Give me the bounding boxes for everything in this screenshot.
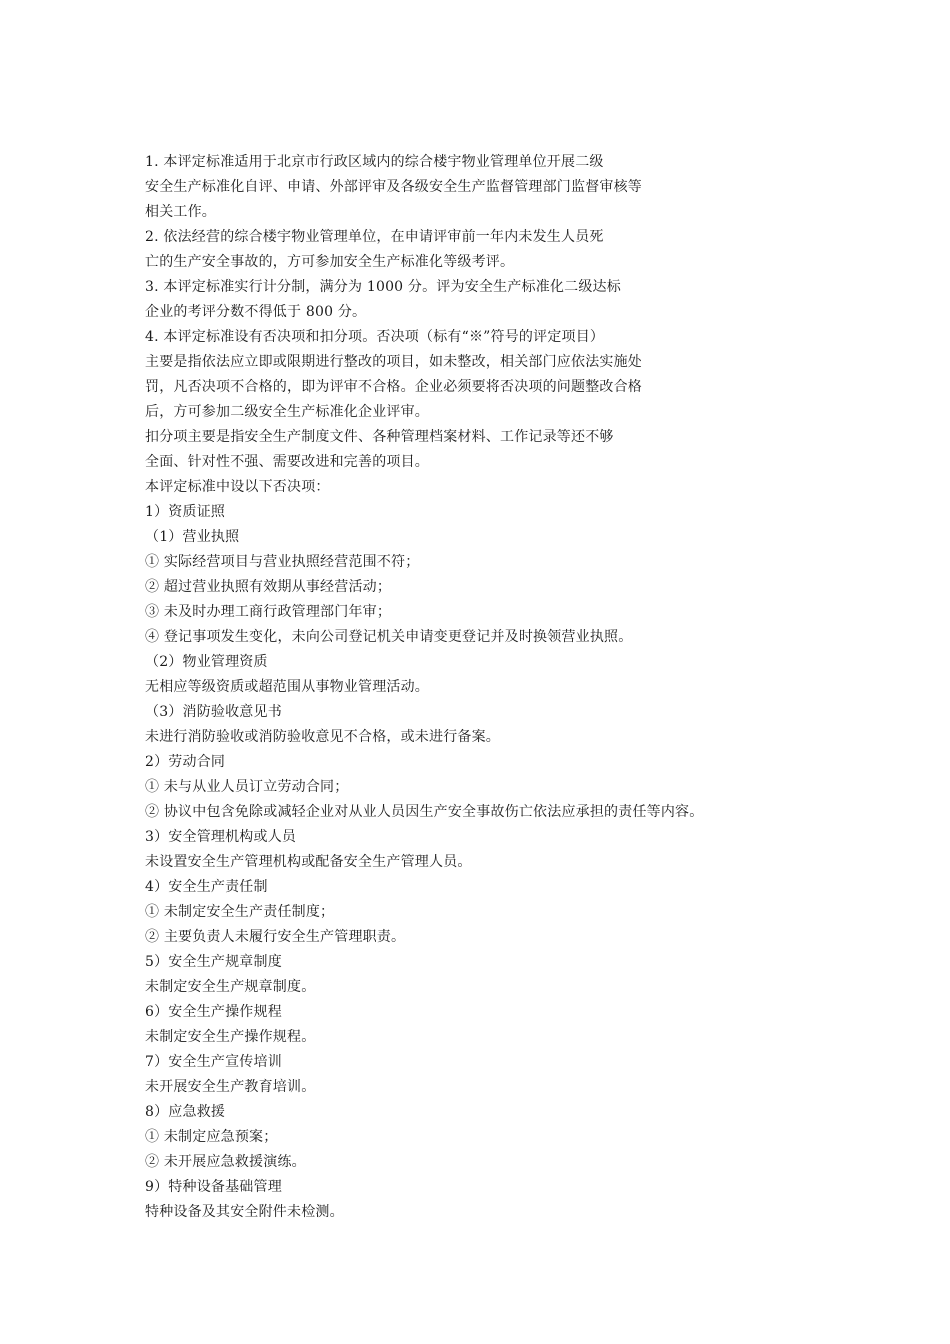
document-body — [145, 150, 845, 1225]
list-item: ② 主要负责人未履行安全生产管理职责。 — [145, 929, 406, 945]
list-item: ④ 登记事项发生变化，未向公司登记机关申请变更登记并及时换领营业执照。 — [145, 629, 633, 645]
section-heading: 8）应急救援 — [145, 1104, 226, 1120]
list-item: ③ 未及时办理工商行政管理部门年审； — [145, 604, 392, 620]
section-heading: 4）安全生产责任制 — [145, 879, 268, 895]
text-line: 特种设备及其安全附件未检测。 — [145, 1204, 344, 1220]
text-line: 本评定标准中设以下否决项： — [145, 479, 330, 495]
text-line: 未制定安全生产规章制度。 — [145, 979, 316, 995]
text-line: 全面、针对性不强、需要改进和完善的项目。 — [145, 454, 429, 470]
text-line: 4. 本评定标准设有否决项和扣分项。否决项（标有“※”符号的评定项目） — [145, 329, 605, 345]
text-line: 未开展安全生产教育培训。 — [145, 1079, 316, 1095]
text-line: 后，方可参加二级安全生产标准化企业评审。 — [145, 404, 429, 420]
text-line: 2. 依法经营的综合楼宇物业管理单位，在申请评审前一年内未发生人员死 — [145, 229, 604, 245]
subsection-heading: （1）营业执照 — [145, 529, 240, 545]
list-item: ① 实际经营项目与营业执照经营范围不符； — [145, 554, 420, 570]
text-line: 未设置安全生产管理机构或配备安全生产管理人员。 — [145, 854, 472, 870]
subsection-heading: （3）消防验收意见书 — [145, 704, 282, 720]
text-line: 未进行消防验收或消防验收意见不合格，或未进行备案。 — [145, 729, 500, 745]
list-item: ① 未制定应急预案； — [145, 1129, 278, 1145]
text-line: 主要是指依法应立即或限期进行整改的项目，如未整改，相关部门应依法实施处 — [145, 354, 642, 370]
section-heading: 3）安全管理机构或人员 — [145, 829, 297, 845]
text-line: 相关工作。 — [145, 204, 216, 220]
section-heading: 5）安全生产规章制度 — [145, 954, 282, 970]
text-line: 3. 本评定标准实行计分制，满分为 1000 分。评为安全生产标准化二级达标 — [145, 279, 621, 295]
list-item: ② 未开展应急救援演练。 — [145, 1154, 306, 1170]
section-heading: 2）劳动合同 — [145, 754, 226, 770]
text-line: 安全生产标准化自评、申请、外部评审及各级安全生产监督管理部门监督审核等 — [145, 179, 642, 195]
section-heading: 9）特种设备基础管理 — [145, 1179, 282, 1195]
section-heading: 7）安全生产宣传培训 — [145, 1054, 282, 1070]
section-heading: 6）安全生产操作规程 — [145, 1004, 282, 1020]
text-line: 企业的考评分数不得低于 800 分。 — [145, 304, 367, 320]
subsection-heading: （2）物业管理资质 — [145, 654, 268, 670]
text-line: 未制定安全生产操作规程。 — [145, 1029, 316, 1045]
section-heading: 1）资质证照 — [145, 504, 226, 520]
list-item: ① 未与从业人员订立劳动合同； — [145, 779, 349, 795]
text-line: 扣分项主要是指安全生产制度文件、各种管理档案材料、工作记录等还不够 — [145, 429, 614, 445]
text-line: 亡的生产安全事故的，方可参加安全生产标准化等级考评。 — [145, 254, 515, 270]
text-line: 罚，凡否决项不合格的，即为评审不合格。企业必须要将否决项的问题整改合格 — [145, 379, 642, 395]
text-line: 无相应等级资质或超范围从事物业管理活动。 — [145, 679, 429, 695]
text-line: 1. 本评定标准适用于北京市行政区域内的综合楼宇物业管理单位开展二级 — [145, 154, 604, 170]
list-item: ① 未制定安全生产责任制度； — [145, 904, 335, 920]
list-item: ② 协议中包含免除或减轻企业对从业人员因生产安全事故伤亡依法应承担的责任等内容。 — [145, 804, 704, 820]
list-item: ② 超过营业执照有效期从事经营活动； — [145, 579, 392, 595]
